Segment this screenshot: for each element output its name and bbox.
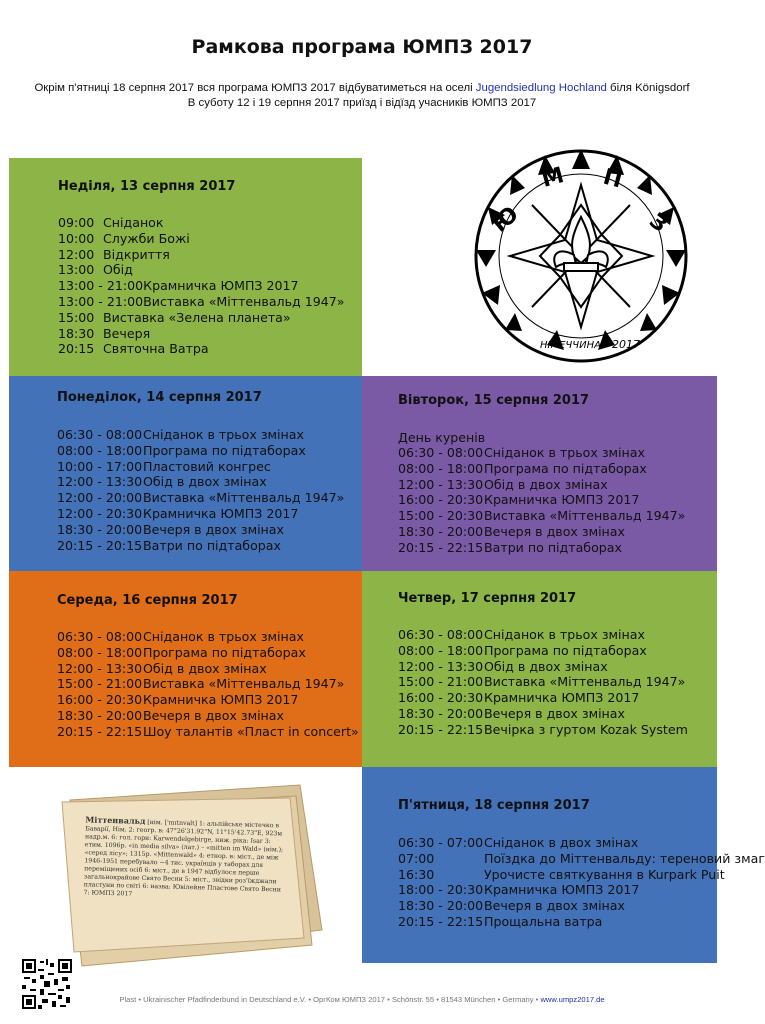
schedule-row — [58, 310, 345, 326]
schedule-time: 18:30 — [58, 325, 95, 341]
day-title: Середа, 16 серпня 2017 — [57, 593, 238, 608]
schedule-event: Відкриття — [103, 246, 170, 262]
schedule-time: 20:15 - 22:15 — [57, 723, 143, 739]
day-panel-monday — [9, 376, 362, 571]
schedule-time: 06:30 - 08:00 — [57, 427, 143, 442]
schedule-event: Поїздка до Міттенвальду: тереновий змаг — [484, 850, 765, 866]
schedule-row — [57, 427, 344, 443]
schedule-row — [398, 674, 688, 690]
schedule-row — [57, 474, 344, 490]
logo-bottom-text: НІМЕЧЧИНА — [540, 340, 601, 351]
schedule-row — [398, 445, 685, 461]
schedule-time: 12:00 - 20:00 — [57, 490, 143, 506]
schedule-event: Вечеря в двох змінах — [143, 707, 284, 723]
schedule-row — [398, 540, 685, 556]
venue-link[interactable]: Jugendsiedlung Hochland — [475, 82, 607, 94]
schedule-time: 15:00 — [58, 309, 95, 325]
schedule-row — [58, 215, 345, 231]
schedule-row — [398, 914, 765, 930]
schedule-list — [57, 427, 344, 553]
schedule-row — [398, 867, 765, 883]
schedule-row — [57, 692, 359, 708]
schedule-event: Служби Божі — [103, 230, 190, 246]
schedule-event: Сніданок в двох змінах — [484, 835, 639, 850]
svg-text:З: З — [644, 208, 673, 238]
schedule-time: 18:30 - 20:00 — [398, 523, 484, 539]
schedule-row — [57, 538, 344, 554]
schedule-row — [398, 659, 688, 675]
schedule-event: Урочисте святкування в Kurpark Puit — [484, 866, 725, 882]
schedule-time: 13:00 - 21:00 — [58, 278, 144, 294]
schedule-time: 10:00 — [58, 230, 95, 246]
day-panel-sunday — [9, 158, 362, 376]
schedule-row — [57, 459, 344, 475]
schedule-time: 12:00 - 13:30 — [398, 476, 484, 492]
schedule-time: 07:00 — [398, 850, 435, 866]
schedule-event: Виставка «Міттенвальд 1947» — [143, 676, 345, 692]
schedule-event: Сніданок в трьох змінах — [484, 627, 645, 642]
day-panel-thursday — [362, 571, 717, 767]
schedule-event: Крамничка ЮМПЗ 2017 — [484, 882, 640, 898]
schedule-event: Прощальна ватра — [484, 913, 603, 929]
schedule-time: 06:30 - 08:00 — [398, 627, 484, 642]
schedule-row — [398, 492, 685, 508]
schedule-time: 18:30 - 20:00 — [57, 521, 143, 537]
schedule-event: Шоу талантів «Пласт in concert» — [143, 723, 359, 739]
day-panel-friday — [362, 767, 765, 963]
intro-line-2: В суботу 12 і 19 серпня 2017 приїзд і відїзд учасників ЮМПЗ 2017 — [187, 97, 537, 109]
intro-line-1: Окрім п'ятниці 18 серпня 2017 вся програма ЮМПЗ 2017 відбуватиметься на оселі Jugendsiedlung Hochland біля Königsdorf — [34, 82, 690, 94]
schedule-time: 12:00 - 20:30 — [57, 505, 143, 521]
schedule-row — [57, 708, 359, 724]
svg-text:Ю: Ю — [487, 201, 524, 238]
schedule-event: Вечеря в двох змінах — [484, 898, 625, 914]
schedule-time: 06:30 - 08:00 — [57, 629, 143, 644]
schedule-event: Вечеря в двох змінах — [484, 705, 625, 721]
schedule-time: 09:00 — [58, 215, 95, 230]
schedule-event: Програма по підтаборах — [484, 642, 647, 658]
schedule-event: Обід в двох змінах — [484, 476, 608, 492]
schedule-row — [57, 443, 344, 459]
schedule-event: Крамничка ЮМПЗ 2017 — [143, 505, 299, 521]
schedule-row — [398, 706, 688, 722]
schedule-event: Крамничка ЮМПЗ 2017 — [484, 492, 640, 508]
schedule-time: 20:15 - 22:15 — [398, 721, 484, 737]
day-note: День куренів — [398, 430, 486, 445]
schedule-event: Пластовий конгрес — [143, 458, 271, 474]
schedule-row — [398, 524, 685, 540]
schedule-event: Ватри по підтаборах — [143, 537, 281, 553]
schedule-row — [57, 629, 359, 645]
schedule-event: Крамничка ЮМПЗ 2017 — [143, 692, 299, 708]
schedule-row — [398, 477, 685, 493]
schedule-event: Вечеря — [103, 325, 151, 341]
schedule-row — [58, 262, 345, 278]
svg-text:М: М — [539, 162, 567, 193]
schedule-event: Обід в двох змінах — [143, 474, 267, 490]
schedule-row — [57, 661, 359, 677]
schedule-event: Крамничка ЮМПЗ 2017 — [484, 690, 640, 706]
schedule-row — [58, 231, 345, 247]
schedule-event: Обід в двох змінах — [143, 660, 267, 676]
schedule-event: Крамничка ЮМПЗ 2017 — [143, 278, 299, 294]
schedule-time: 08:00 - 18:00 — [398, 642, 484, 658]
schedule-row — [398, 882, 765, 898]
schedule-row — [58, 294, 345, 310]
schedule-event: Виставка «Міттенвальд 1947» — [484, 674, 686, 690]
schedule-event: Ватри по підтаборах — [484, 539, 622, 555]
schedule-row — [57, 522, 344, 538]
schedule-event: Вечірка з гуртом Kozak System — [484, 721, 688, 737]
schedule-row — [57, 490, 344, 506]
schedule-event: Вечеря в двох змінах — [143, 521, 284, 537]
schedule-time: 08:00 - 18:00 — [57, 442, 143, 458]
schedule-event: Виставка «Міттенвальд 1947» — [143, 490, 345, 506]
schedule-row — [398, 898, 765, 914]
schedule-time: 06:30 - 08:00 — [398, 445, 484, 460]
day-title: Вівторок, 15 серпня 2017 — [398, 393, 590, 408]
day-title: Понеділок, 14 серпня 2017 — [57, 390, 262, 405]
schedule-event: Святочна Ватра — [103, 341, 209, 357]
schedule-row — [398, 851, 765, 867]
schedule-time: 12:00 — [58, 246, 95, 262]
paper-text: Міттенвальд [нім. ['mɪtnvalt] 1: альпійське містечко в Баварії, Нім. 2: геогр. в: 47°26'31.92"N, 11°15'42.73"E, 923м надр.м. 6: гол. гори: Karwendelgebirge, ниж. ріка: Isar 3: етим. 1096р. «in media silva» (лат.) – «mitten im Wald» (нім.); «серед лісу»; 1315р. «Mittenwald» 4: етнор. в: міст., де між 1946-1951 перебувало ~4 тис. українців у таборах для переміщених осіб 6: міст., де в 1947 відбулося перше загальнокрайове Свято Весни 5: міст., звідки роз'їжджали пластуни по світі 6: назва: Ювілейне Пластове Свято Весни 7: ЮМПЗ 2017 — [83, 814, 284, 898]
schedule-time: 08:00 - 18:00 — [398, 460, 484, 476]
schedule-list — [398, 835, 765, 930]
schedule-event: Програма по підтаборах — [143, 644, 306, 660]
day-panel-tuesday — [362, 376, 717, 571]
schedule-time: 06:30 - 07:00 — [398, 835, 484, 850]
schedule-time: 20:15 - 20:15 — [57, 537, 143, 553]
schedule-time: 12:00 - 13:30 — [57, 660, 143, 676]
schedule-list — [57, 629, 359, 740]
schedule-event: Виставка «Зелена планета» — [103, 309, 291, 325]
logo-year: 2017 — [612, 338, 640, 351]
schedule-row — [398, 627, 688, 643]
schedule-event: Виставка «Міттенвальд 1947» — [143, 293, 345, 309]
schedule-time: 10:00 - 17:00 — [57, 458, 143, 474]
schedule-time: 13:00 — [58, 262, 95, 278]
schedule-row — [57, 724, 359, 740]
schedule-row — [398, 722, 688, 738]
day-panel-wednesday — [9, 571, 362, 767]
schedule-time: 12:00 - 13:30 — [398, 658, 484, 674]
schedule-time: 15:00 - 20:30 — [398, 508, 484, 524]
schedule-row — [57, 506, 344, 522]
schedule-time: 16:00 - 20:30 — [398, 690, 484, 706]
schedule-time: 20:15 — [58, 341, 95, 357]
old-paper-stack-image — [60, 780, 330, 970]
schedule-event: Виставка «Міттенвальд 1947» — [484, 508, 686, 524]
schedule-row — [398, 690, 688, 706]
schedule-row — [58, 326, 345, 342]
schedule-list — [398, 445, 685, 556]
schedule-time: 16:00 - 20:30 — [57, 692, 143, 708]
website-link[interactable]: www.umpz2017.de — [540, 995, 605, 1004]
schedule-event: Програма по підтаборах — [143, 442, 306, 458]
schedule-time: 16:30 — [398, 866, 435, 882]
day-title: П'ятниця, 18 серпня 2017 — [398, 798, 590, 813]
schedule-event: Обід — [103, 262, 133, 278]
schedule-time: 16:00 - 20:30 — [398, 492, 484, 508]
schedule-row — [58, 247, 345, 263]
day-title: Неділя, 13 серпня 2017 — [58, 179, 236, 194]
schedule-time: 18:30 - 20:00 — [398, 705, 484, 721]
schedule-event: Сніданок в трьох змінах — [484, 445, 645, 460]
schedule-time: 20:15 - 22:15 — [398, 539, 484, 555]
schedule-row — [398, 461, 685, 477]
schedule-row — [58, 341, 345, 357]
schedule-row — [398, 508, 685, 524]
schedule-time: 20:15 - 22:15 — [398, 913, 484, 929]
scout-fleur-de-lis-logo — [452, 145, 710, 367]
schedule-time: 13:00 - 21:00 — [58, 293, 144, 309]
schedule-time: 15:00 - 21:00 — [57, 676, 143, 692]
page-title: Рамкова програма ЮМПЗ 2017 — [191, 36, 533, 58]
schedule-time: 12:00 - 13:30 — [57, 474, 143, 490]
svg-text:П: П — [600, 164, 625, 194]
schedule-time: 18:30 - 20:00 — [398, 898, 484, 914]
schedule-event: Вечеря в двох змінах — [484, 523, 625, 539]
schedule-time: 18:00 - 20:30 — [398, 882, 484, 898]
schedule-event: Обід в двох змінах — [484, 658, 608, 674]
schedule-time: 18:30 - 20:00 — [57, 707, 143, 723]
schedule-list — [58, 215, 345, 357]
day-title: Четвер, 17 серпня 2017 — [398, 591, 577, 606]
intro-text — [0, 81, 724, 111]
schedule-time: 15:00 - 21:00 — [398, 674, 484, 690]
schedule-row — [57, 645, 359, 661]
schedule-list — [398, 627, 688, 738]
schedule-event: Сніданок в трьох змінах — [143, 427, 304, 442]
schedule-row — [398, 835, 765, 851]
schedule-row — [398, 643, 688, 659]
schedule-row — [58, 278, 345, 294]
schedule-time: 08:00 - 18:00 — [57, 644, 143, 660]
schedule-event: Сніданок в трьох змінах — [143, 629, 304, 644]
schedule-event: Сніданок — [103, 215, 164, 230]
footer: Plast • Ukrainischer Pfadfinderbund in Deutschland e.V. • ОргКом ЮМПЗ 2017 • Schönstr. 55 • 81543 München • Germany • www.umpz2017.de — [119, 995, 605, 1004]
schedule-row — [57, 676, 359, 692]
schedule-event: Програма по підтаборах — [484, 460, 647, 476]
